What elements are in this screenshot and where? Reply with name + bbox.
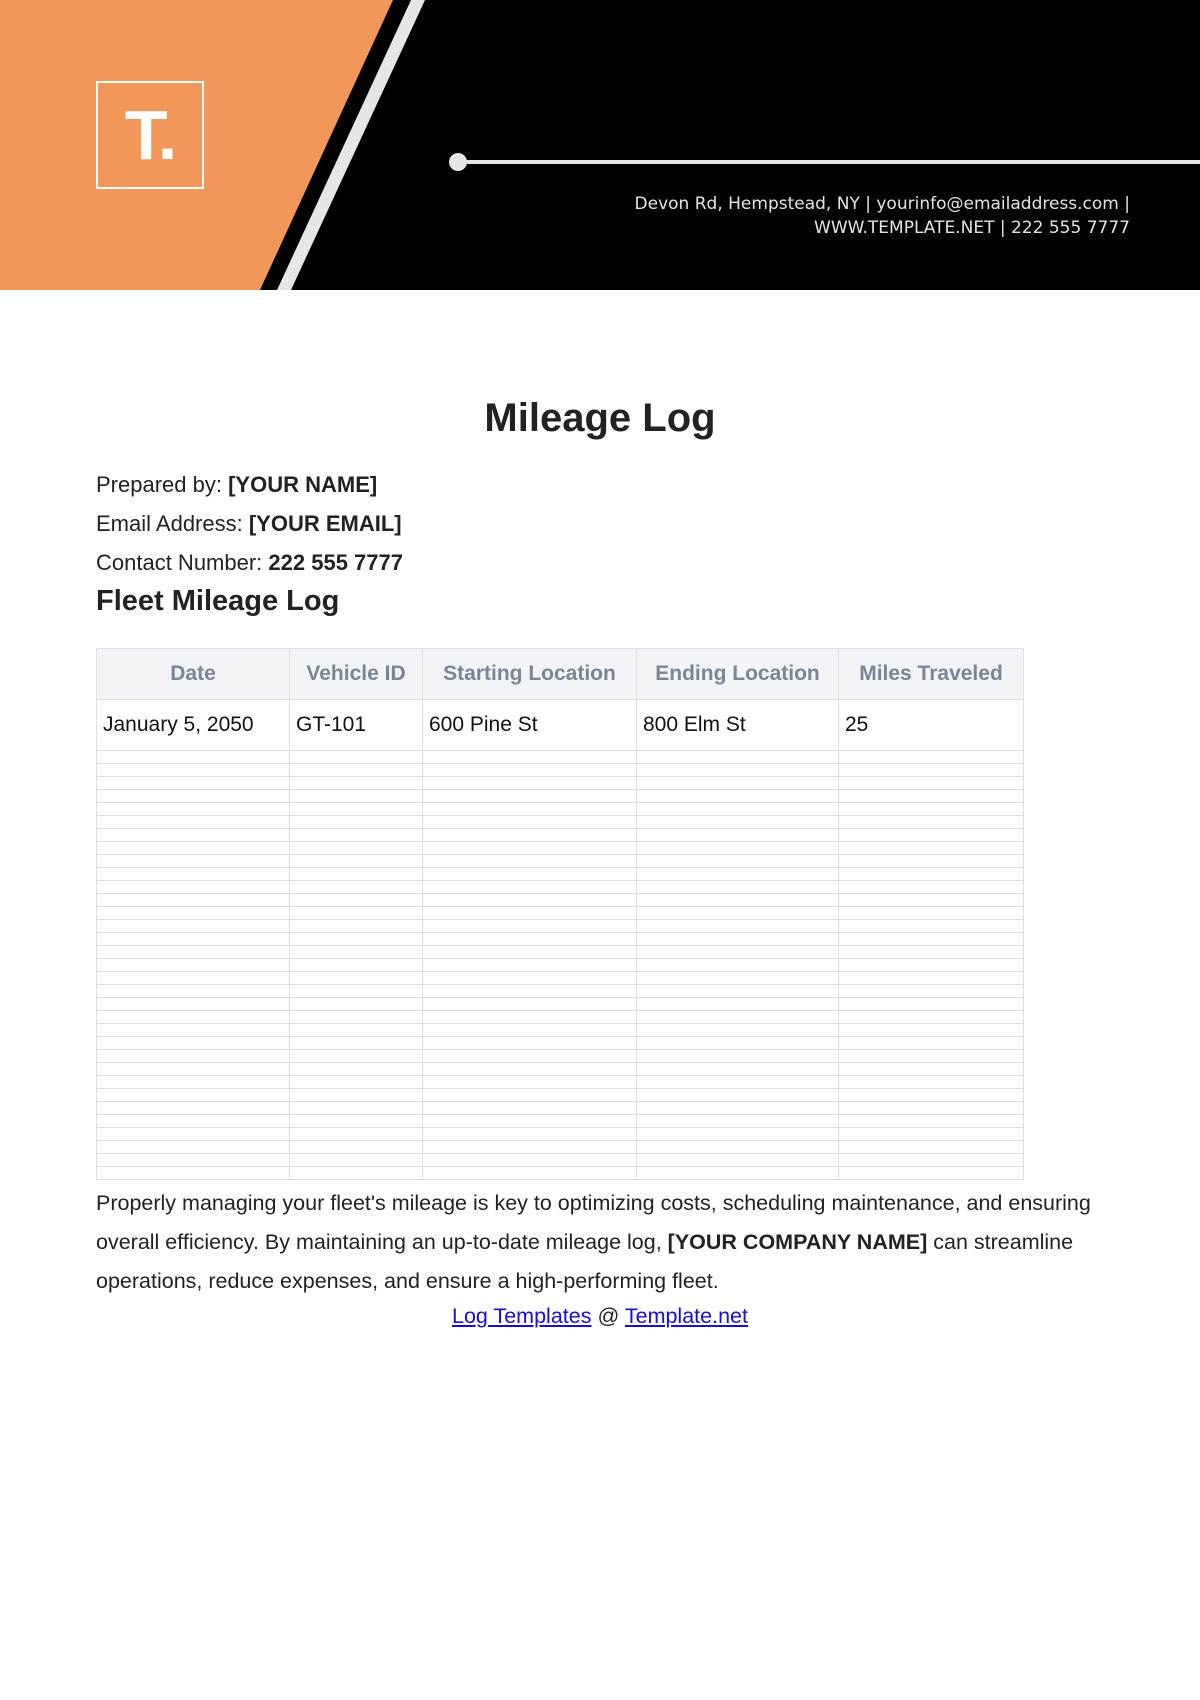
empty-table-row [97,985,1024,998]
empty-cell[interactable] [423,842,637,855]
empty-cell[interactable] [290,998,423,1011]
empty-cell[interactable] [839,829,1024,842]
empty-cell[interactable] [97,829,290,842]
empty-cell[interactable] [839,920,1024,933]
empty-cell[interactable] [839,764,1024,777]
empty-cell[interactable] [637,1011,839,1024]
email-address [96,511,402,537]
contact-line-1: Devon Rd, Hempstead, NY | yourinfo@emailaddress.com | [634,194,1130,214]
empty-cell[interactable] [637,1024,839,1037]
empty-cell[interactable] [290,1050,423,1063]
empty-cell[interactable] [97,816,290,829]
empty-cell[interactable] [839,790,1024,803]
empty-cell[interactable] [637,855,839,868]
table-header-row [97,649,1024,700]
empty-cell[interactable] [839,1050,1024,1063]
empty-cell[interactable] [423,855,637,868]
empty-cell[interactable] [637,751,839,764]
empty-cell[interactable] [97,933,290,946]
empty-cell[interactable] [423,933,637,946]
empty-table-row [97,1050,1024,1063]
header-ending-location: Ending Location [637,649,839,700]
empty-cell[interactable] [290,764,423,777]
empty-cell[interactable] [839,1128,1024,1141]
empty-cell[interactable] [839,907,1024,920]
empty-table-row [97,777,1024,790]
empty-cell[interactable] [290,1063,423,1076]
empty-cell[interactable] [290,842,423,855]
empty-cell[interactable] [423,1011,637,1024]
header-starting-location: Starting Location [423,649,637,700]
empty-cell[interactable] [637,764,839,777]
empty-cell[interactable] [290,1154,423,1167]
empty-cell[interactable] [97,1154,290,1167]
empty-cell[interactable] [637,933,839,946]
empty-cell[interactable] [839,1102,1024,1115]
cell-date[interactable]: January 5, 2050 [97,700,290,751]
empty-cell[interactable] [290,972,423,985]
empty-cell[interactable] [423,816,637,829]
empty-table-row [97,751,1024,764]
empty-table-row [97,1167,1024,1180]
empty-table-row [97,790,1024,803]
empty-cell[interactable] [97,985,290,998]
empty-table-row [97,920,1024,933]
empty-table-row [97,972,1024,985]
empty-cell[interactable] [839,751,1024,764]
empty-cell[interactable] [637,1089,839,1102]
empty-table-row [97,1024,1024,1037]
empty-cell[interactable] [637,816,839,829]
empty-cell[interactable] [423,1076,637,1089]
empty-cell[interactable] [423,790,637,803]
empty-cell[interactable] [423,959,637,972]
log-templates-link[interactable]: Log Templates [452,1304,592,1328]
empty-table-row [97,1115,1024,1128]
empty-cell[interactable] [97,1024,290,1037]
empty-cell[interactable] [423,1154,637,1167]
empty-cell[interactable] [290,907,423,920]
empty-cell[interactable] [97,1037,290,1050]
empty-cell[interactable] [97,764,290,777]
empty-cell[interactable] [97,842,290,855]
empty-cell[interactable] [423,972,637,985]
cell-ending-location[interactable]: 800 Elm St [637,700,839,751]
empty-table-row [97,933,1024,946]
empty-cell[interactable] [423,1037,637,1050]
empty-cell[interactable] [290,881,423,894]
empty-cell[interactable] [97,1128,290,1141]
empty-cell[interactable] [839,959,1024,972]
email-label: Email Address: [96,511,243,536]
empty-table-row [97,1089,1024,1102]
cell-vehicle-id[interactable]: GT-101 [290,700,423,751]
header-miles-traveled: Miles Traveled [839,649,1024,700]
empty-cell[interactable] [637,985,839,998]
empty-table-row [97,959,1024,972]
empty-cell[interactable] [290,1011,423,1024]
empty-table-row [97,894,1024,907]
empty-cell[interactable] [839,894,1024,907]
empty-cell[interactable] [290,946,423,959]
empty-cell[interactable] [290,777,423,790]
empty-cell[interactable] [290,790,423,803]
header-vehicle-id: Vehicle ID [290,649,423,700]
empty-cell[interactable] [290,829,423,842]
empty-cell[interactable] [290,751,423,764]
empty-cell[interactable] [97,803,290,816]
empty-table-row [97,855,1024,868]
empty-cell[interactable] [97,959,290,972]
empty-table-row [97,868,1024,881]
empty-cell[interactable] [637,777,839,790]
empty-cell[interactable] [290,1128,423,1141]
empty-cell[interactable] [423,985,637,998]
empty-cell[interactable] [839,842,1024,855]
email-value: [YOUR EMAIL] [248,511,402,536]
empty-cell[interactable] [290,1102,423,1115]
page-header [0,0,1200,290]
empty-cell[interactable] [97,1167,290,1180]
empty-cell[interactable] [839,1037,1024,1050]
empty-cell[interactable] [839,803,1024,816]
empty-cell[interactable] [839,946,1024,959]
empty-table-row [97,829,1024,842]
footer-credit [0,1304,1200,1329]
empty-cell[interactable] [290,985,423,998]
empty-table-row [97,946,1024,959]
empty-cell[interactable] [290,868,423,881]
empty-cell[interactable] [637,1115,839,1128]
template-net-link[interactable]: Template.net [624,1304,748,1328]
empty-cell[interactable] [423,1167,637,1180]
header-contact-info [430,192,1130,240]
empty-cell[interactable] [97,1115,290,1128]
empty-cell[interactable] [423,829,637,842]
logo-letter: T. [124,96,176,174]
empty-cell[interactable] [423,946,637,959]
paragraph-part-2: can streamline operations, reduce expenses, and ensure a high-performing fleet. [96,1230,1074,1293]
summary-paragraph [96,1184,1116,1301]
empty-cell[interactable] [290,1167,423,1180]
prepared-by-value: [YOUR NAME] [228,472,378,497]
empty-table-row [97,881,1024,894]
paragraph-part-1: Properly managing your fleet's mileage is key to optimizing costs, scheduling maintenance, and ensuring overall efficiency. By maintaining an up-to-date mileage log, [96,1191,1091,1254]
empty-cell[interactable] [423,1141,637,1154]
empty-cell[interactable] [97,894,290,907]
empty-cell[interactable] [97,998,290,1011]
prepared-by-label: Prepared by: [96,472,222,497]
empty-cell[interactable] [97,881,290,894]
cell-miles-traveled[interactable]: 25 [839,700,1024,751]
empty-cell[interactable] [839,1141,1024,1154]
empty-cell[interactable] [637,894,839,907]
empty-table-row [97,1063,1024,1076]
empty-cell[interactable] [637,803,839,816]
footer-separator: @ [591,1304,625,1328]
empty-cell[interactable] [423,764,637,777]
empty-cell[interactable] [290,1037,423,1050]
contact-value: 222 555 7777 [268,550,403,575]
empty-cell[interactable] [423,751,637,764]
empty-cell[interactable] [637,868,839,881]
header-rule-dot [449,153,467,171]
empty-cell[interactable] [839,985,1024,998]
empty-cell[interactable] [637,1141,839,1154]
empty-table-row [97,1141,1024,1154]
empty-cell[interactable] [423,920,637,933]
empty-cell[interactable] [97,1102,290,1115]
empty-cell[interactable] [290,1076,423,1089]
empty-cell[interactable] [290,1141,423,1154]
empty-table-row [97,1128,1024,1141]
empty-table-row [97,998,1024,1011]
empty-cell[interactable] [290,959,423,972]
empty-cell[interactable] [637,946,839,959]
empty-cell[interactable] [97,907,290,920]
empty-cell[interactable] [97,868,290,881]
empty-cell[interactable] [423,1063,637,1076]
empty-cell[interactable] [839,972,1024,985]
empty-cell[interactable] [97,1076,290,1089]
empty-cell[interactable] [290,1115,423,1128]
empty-cell[interactable] [637,881,839,894]
empty-cell[interactable] [637,1076,839,1089]
empty-cell[interactable] [637,920,839,933]
empty-cell[interactable] [290,803,423,816]
empty-table-row [97,1037,1024,1050]
empty-table-row [97,816,1024,829]
header-date: Date [97,649,290,700]
empty-cell[interactable] [839,1167,1024,1180]
empty-cell[interactable] [97,1089,290,1102]
empty-cell[interactable] [839,881,1024,894]
empty-cell[interactable] [637,959,839,972]
empty-cell[interactable] [423,1128,637,1141]
empty-cell[interactable] [97,946,290,959]
empty-cell[interactable] [290,1089,423,1102]
prepared-by [96,472,377,498]
table-row [97,700,1024,751]
empty-cell[interactable] [839,998,1024,1011]
paragraph-company: [YOUR COMPANY NAME] [667,1230,928,1254]
empty-cell[interactable] [637,1063,839,1076]
empty-cell[interactable] [97,1050,290,1063]
empty-cell[interactable] [423,1024,637,1037]
empty-cell[interactable] [637,1167,839,1180]
contact-label: Contact Number: [96,550,263,575]
empty-cell[interactable] [637,998,839,1011]
empty-cell[interactable] [839,1115,1024,1128]
company-logo [96,81,204,189]
empty-cell[interactable] [290,1024,423,1037]
empty-cell[interactable] [423,998,637,1011]
empty-cell[interactable] [637,1050,839,1063]
empty-cell[interactable] [97,972,290,985]
empty-cell[interactable] [423,803,637,816]
empty-cell[interactable] [97,1063,290,1076]
empty-cell[interactable] [97,790,290,803]
empty-table-row [97,764,1024,777]
empty-cell[interactable] [290,920,423,933]
contact-line-2: WWW.TEMPLATE.NET | 222 555 7777 [814,218,1130,238]
empty-cell[interactable] [839,1154,1024,1167]
empty-cell[interactable] [423,907,637,920]
empty-cell[interactable] [839,933,1024,946]
section-title: Fleet Mileage Log [96,585,340,617]
empty-cell[interactable] [839,1089,1024,1102]
empty-cell[interactable] [423,1089,637,1102]
empty-cell[interactable] [839,1011,1024,1024]
empty-cell[interactable] [423,868,637,881]
empty-table-row [97,803,1024,816]
page-title: Mileage Log [484,396,716,440]
empty-table-row [97,1102,1024,1115]
empty-cell[interactable] [423,777,637,790]
empty-cell[interactable] [637,1154,839,1167]
empty-cell[interactable] [97,751,290,764]
empty-cell[interactable] [97,1011,290,1024]
empty-cell[interactable] [637,972,839,985]
cell-starting-location[interactable]: 600 Pine St [423,700,637,751]
empty-cell[interactable] [637,842,839,855]
empty-cell[interactable] [290,855,423,868]
empty-cell[interactable] [423,1102,637,1115]
empty-cell[interactable] [290,933,423,946]
empty-cell[interactable] [637,790,839,803]
empty-cell[interactable] [839,777,1024,790]
empty-cell[interactable] [839,855,1024,868]
empty-table-row [97,1076,1024,1089]
mileage-table [96,648,1024,1180]
empty-table-row [97,842,1024,855]
empty-cell[interactable] [97,1141,290,1154]
empty-cell[interactable] [423,894,637,907]
empty-cell[interactable] [637,1102,839,1115]
empty-table-row [97,1154,1024,1167]
empty-cell[interactable] [97,777,290,790]
empty-cell[interactable] [839,1024,1024,1037]
empty-cell[interactable] [290,894,423,907]
empty-cell[interactable] [637,1037,839,1050]
empty-cell[interactable] [637,907,839,920]
empty-cell[interactable] [839,868,1024,881]
empty-cell[interactable] [423,881,637,894]
empty-cell[interactable] [290,816,423,829]
empty-table-row [97,907,1024,920]
empty-cell[interactable] [423,1115,637,1128]
contact-number [96,550,403,576]
empty-table-row [97,1011,1024,1024]
empty-cell[interactable] [839,1063,1024,1076]
empty-cell[interactable] [423,1050,637,1063]
empty-cell[interactable] [839,1076,1024,1089]
empty-cell[interactable] [839,816,1024,829]
empty-cell[interactable] [637,829,839,842]
empty-cell[interactable] [97,855,290,868]
empty-cell[interactable] [637,1128,839,1141]
empty-cell[interactable] [97,920,290,933]
